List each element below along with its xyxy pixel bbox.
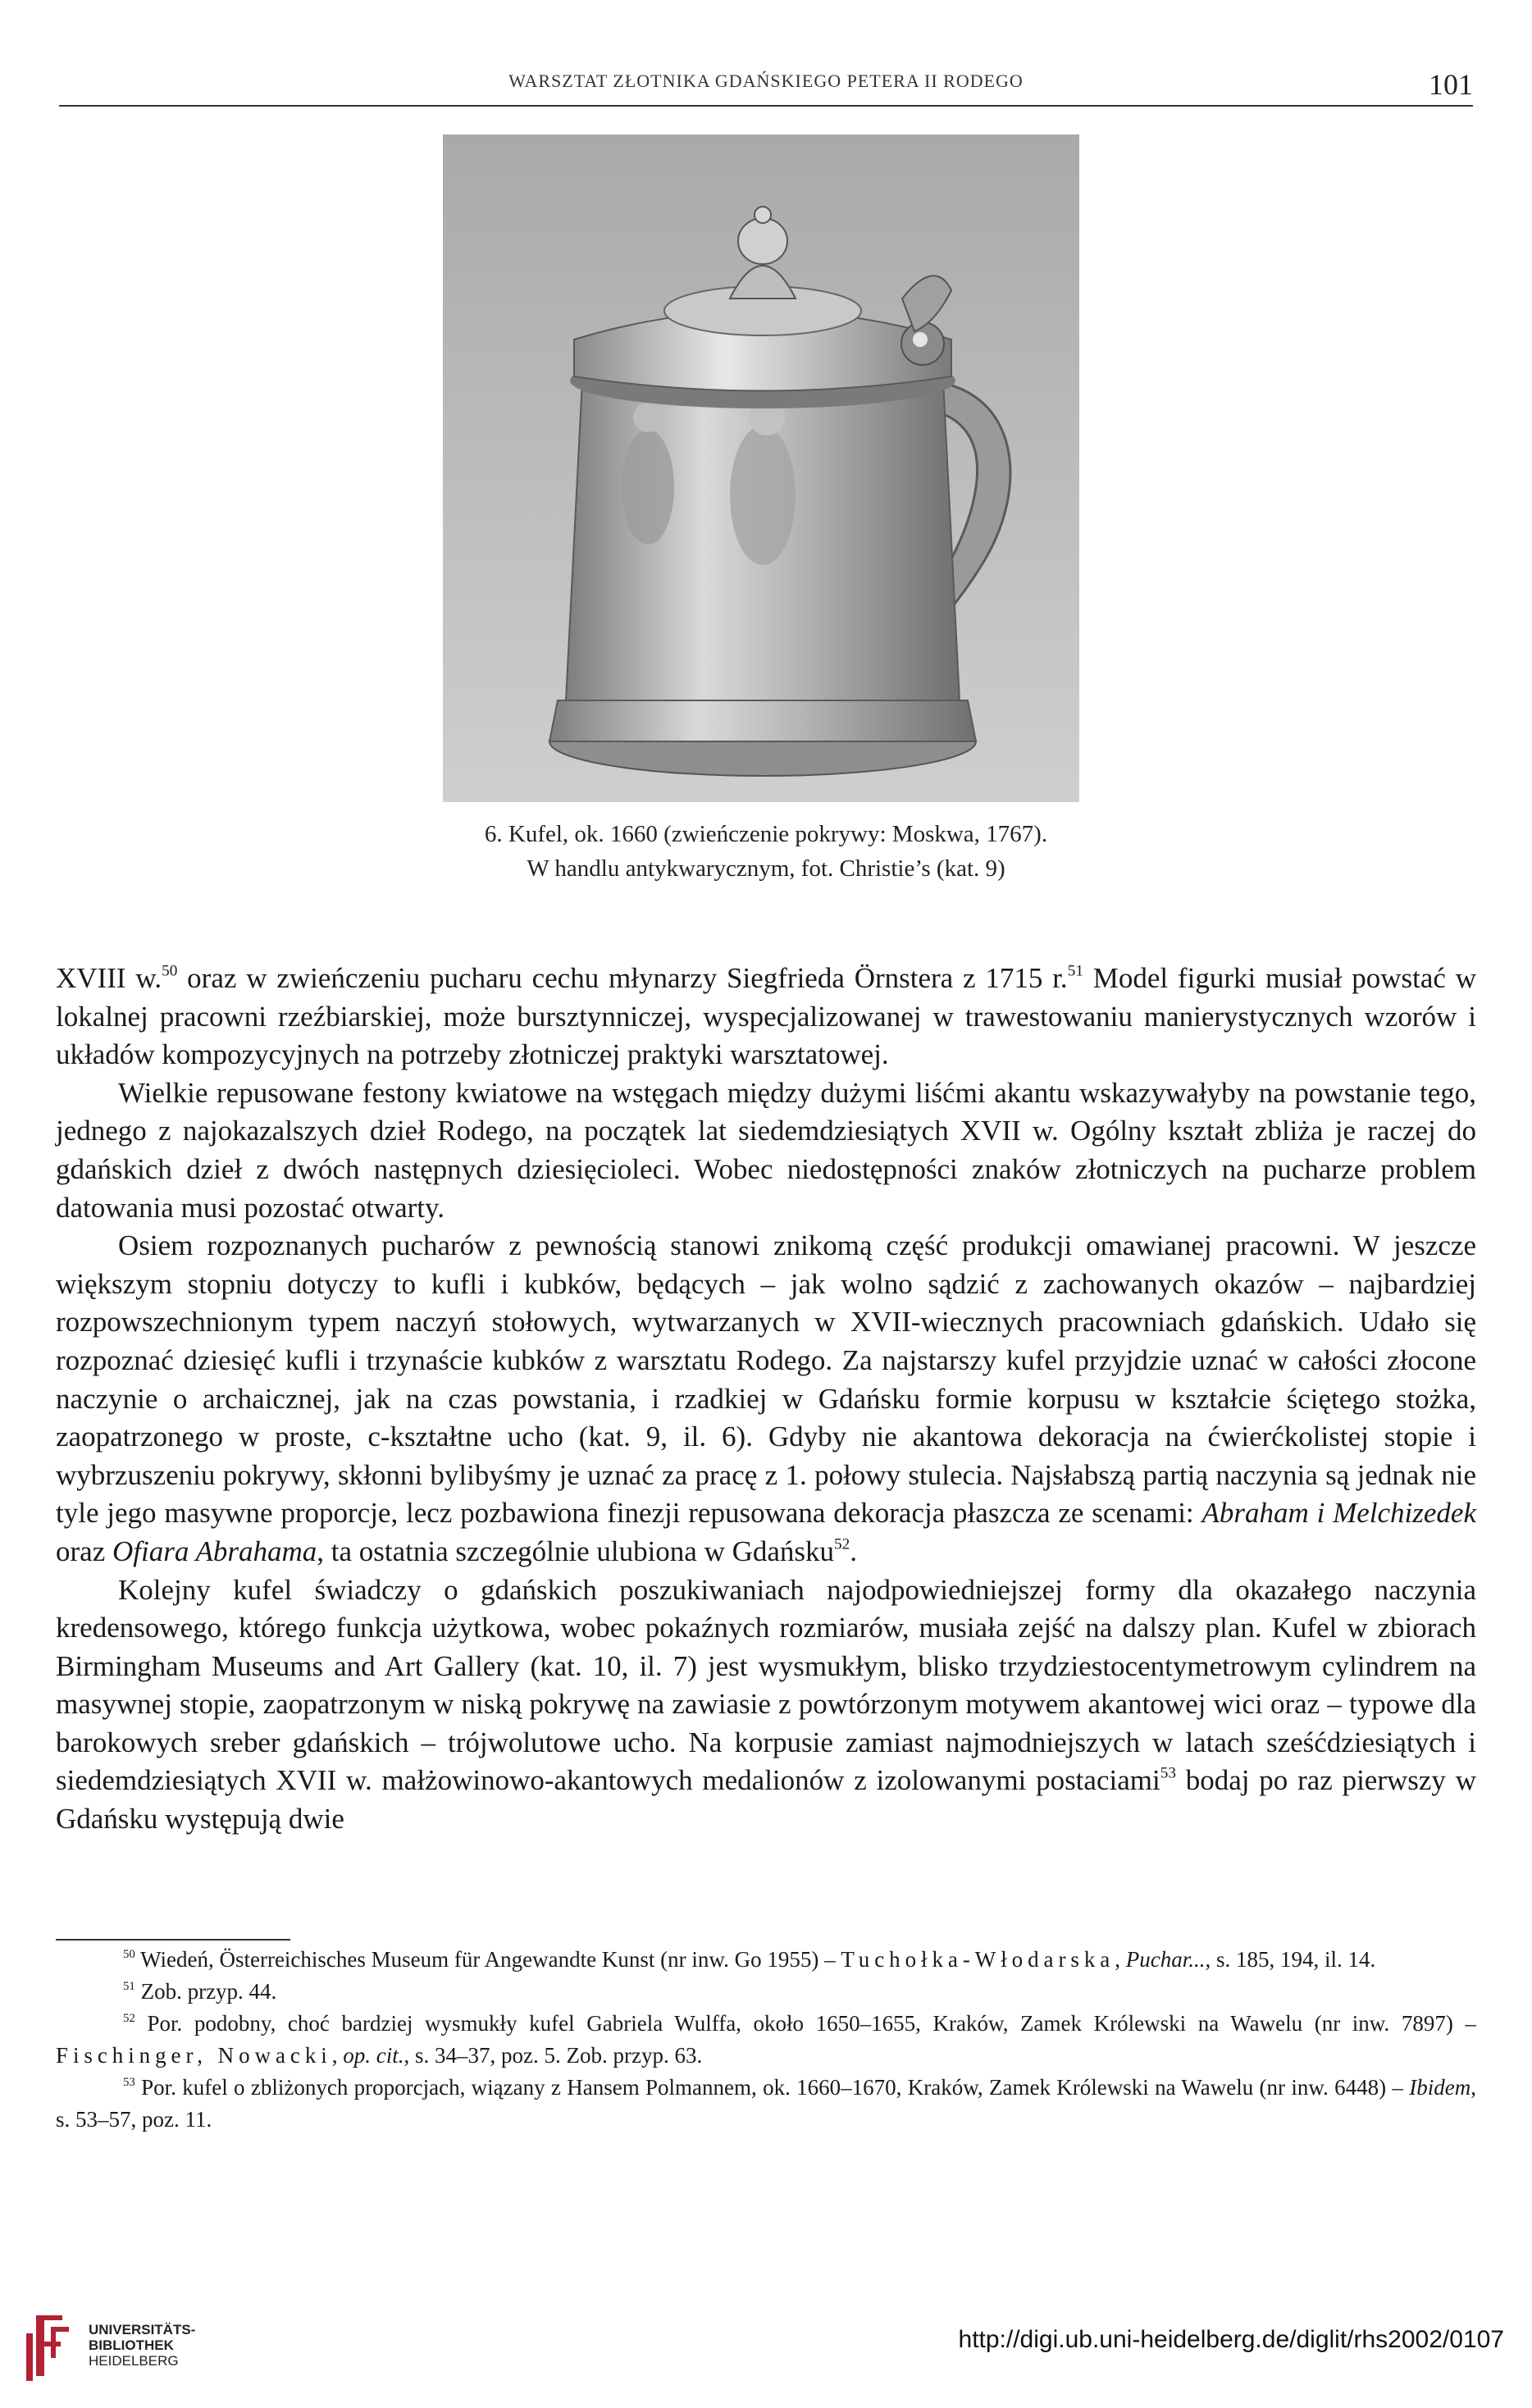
text-run: Wiedeń, Österreichisches Museum für Angewandte Kunst (nr inw. Go 1955) – (135, 1947, 841, 1972)
text-run: XVIII w. (56, 962, 162, 994)
text-run: Osiem rozpoznanych pucharów z pewnością stanowi znikomą część produkcji omawianej pracowni. W jeszcze większym stopniu dotyczy to kufli i kubków, będących – jak wolno sądzić z zachowanych okazów – najbardziej rozpowszechnionym typem naczyń stołowych, wytwarzanych w XVII-wiecznych pracowniach gdańskich. Udało się rozpoznać dziesięć kufli i trzynaście kubków z warsztatu Rodego. Za najstarszy kufel przyjdzie uznać w całości złocone naczynie o archaicznej, jak na czas powstania, i rzadkiej w Gdańsku formie korpusu w kształcie ściętego stożka, zaopatrzonego w proste, c-kształtne ucho (kat. 9, il. 6). Gdyby nie akantowa dekoracja na ćwierćkolistej stopie i wybrzuszeniu pokrywy, skłonni bylibyśmy je uznać za pracę z 1. połowy stulecia. Najsłabszą partią naczynia są jednak nie tyle jego masywne proporcje, lecz pozbawiona finezji repusowana dekoracja płaszcza ze scenami: (56, 1229, 1476, 1530)
text-run: Por. podobny, choć bardziej wysmukły kufel Gabriela Wulffa, około 1650–1655, Kraków, Zamek Królewski na Wawelu (nr inw. 7897) – (135, 2011, 1476, 2036)
header-rule (59, 105, 1473, 107)
library-name-line: BIBLIOTHEK (89, 2337, 174, 2353)
text-run: , ta ostatnia szczególnie ulubiona w Gdańsku (317, 1535, 835, 1567)
body-text (56, 960, 1476, 1839)
text-run: Zob. przyp. 44. (135, 1979, 277, 2004)
text-run: bodaj po raz pierwszy w Gdańsku występują dwie (56, 1764, 1476, 1836)
text-run: . (850, 1535, 858, 1567)
footnote-number: 51 (123, 1979, 135, 1993)
text-run: Model figurki musiał powstać w lokalnej pracowni rzeźbiarskiej, może bursztynniczej, wyspecjalizowanej w trawestowaniu manierystycznych wzorów i układów kompozycyjnych na potrzeby złotniczej praktyki warsztatowej. (56, 962, 1476, 1071)
footnote-number: 53 (123, 2075, 135, 2089)
author-name: Fischinger, Nowacki (56, 2043, 332, 2068)
paragraph-3 (56, 1227, 1476, 1571)
running-head (59, 67, 1473, 100)
library-logo[interactable] (20, 2309, 233, 2383)
running-title: WARSZTAT ZŁOTNIKA GDAŃSKIEGO PETERA II RODEGO (508, 71, 1024, 91)
text-run: , s. 53–57, poz. 11. (56, 2075, 1476, 2132)
source-url-link[interactable]: http://digi.ub.uni-heidelberg.de/diglit/rhs2002/0107 (958, 2326, 1504, 2353)
paragraph-2: Wielkie repusowane festony kwiatowe na wstęgach między dużymi liśćmi akantu wskazywałyby na powstanie tego, jednego z najokazalszych dzieł Rodego, na początek lat siedemdziesiątych XVII w. Ogólny kształt zbliża je raczej do gdańskich dzieł z dwóch następnych dziesięcioleci. Wobec niedostępności znaków złotniczych na pucharze problem datowania musi pozostać otwarty. (56, 1076, 1476, 1224)
work-title: Ibidem (1409, 2075, 1471, 2100)
text-run: , (331, 2043, 344, 2068)
footnote-ref-52[interactable]: 52 (834, 1535, 850, 1553)
text-run: Kolejny kufel świadczy o gdańskich poszukiwaniach najodpowiedniejszej formy dla okazałego naczynia kredensowego, którego funkcja użytkowa, wobec pokaźnych rozmiarów, musiała zejść na dalszy plan. Kufel w zbiorach Birmingham Museums and Art Gallery (kat. 10, il. 7) jest wysmukłym, blisko trzydziestocentymetrowym cylindrem na masywnej stopie, zaopatrzonym w niską pokrywę na zawiasie z powtórzonym motywem akantowej wici oraz – typowe dla barokowych sreber gdańskich – trójwolutowe ucho. Na korpusie zamiast najmodniejszych w latach sześćdziesiątych i siedemdziesiątych XVII w. małżowinowo-akantowych medalionów z izolowanymi postaciami (56, 1573, 1476, 1797)
footnote-53 (56, 2072, 1476, 2136)
text-run: , (1115, 1947, 1126, 1972)
footnote-51 (56, 1976, 1476, 2008)
page-number: 101 (1429, 68, 1473, 101)
text-run: oraz w zwieńczeniu pucharu cechu młynarzy Siegfrieda Örnstera z 1715 r. (177, 962, 1068, 994)
footnote-50 (56, 1944, 1476, 1976)
footnote-ref-51[interactable]: 51 (1067, 962, 1083, 980)
footnote-rule (56, 1939, 290, 1941)
artwork-title: Abraham i Melchizedek (1201, 1497, 1476, 1530)
footnote-ref-50[interactable]: 50 (162, 962, 178, 980)
text-run: Por. kufel o zbliżonych proporcjach, wiązany z Hansem Polmannem, ok. 1660–1670, Kraków, Zamek Królewski na Wawelu (nr inw. 6448) – (135, 2075, 1410, 2100)
footnote-ref-53[interactable]: 53 (1160, 1765, 1176, 1783)
text-run: oraz (56, 1535, 112, 1567)
footnote-number: 50 (123, 1947, 135, 1961)
footnote-number: 52 (123, 2011, 135, 2025)
figure-caption (246, 817, 1286, 886)
library-name (89, 2322, 195, 2369)
caption-line-2: W handlu antykwarycznym, fot. Christie’s (kat. 9) (527, 855, 1005, 882)
work-title: Puchar... (1125, 1947, 1206, 1972)
footnote-52 (56, 2008, 1476, 2072)
artwork-title: Ofiara Abrahama (112, 1535, 317, 1567)
tankard-photograph (443, 135, 1079, 802)
author-name: Tuchołka-Włodarska (841, 1947, 1115, 1972)
text-run: , s. 185, 194, il. 14. (1205, 1947, 1376, 1972)
library-name-line: HEIDELBERG (89, 2353, 179, 2369)
paragraph-1 (56, 960, 1476, 1074)
library-name-line: UNIVERSITÄTS- (89, 2322, 196, 2337)
footnotes (56, 1944, 1476, 2136)
heidelberg-lion-icon (20, 2309, 79, 2383)
caption-line-1: 6. Kufel, ok. 1660 (zwieńczenie pokrywy: Moskwa, 1767). (484, 821, 1048, 847)
tankard-illustration (443, 135, 1079, 802)
work-title: op. cit. (343, 2043, 404, 2068)
text-run: , s. 34–37, poz. 5. Zob. przyp. 63. (404, 2043, 703, 2068)
paragraph-4 (56, 1571, 1476, 1839)
